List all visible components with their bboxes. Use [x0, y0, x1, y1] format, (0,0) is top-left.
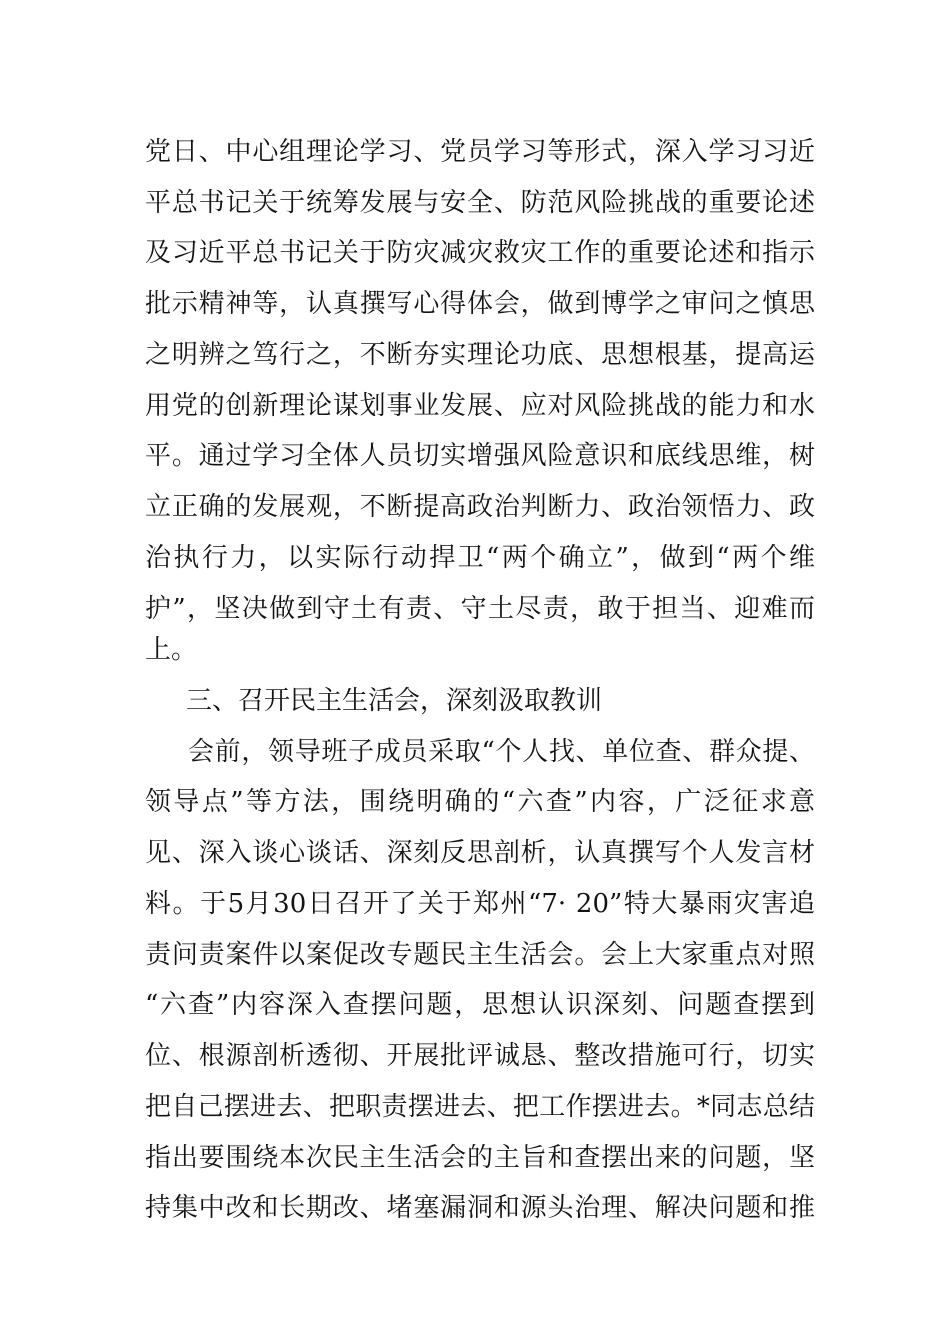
section-heading-3: 三、召开民主生活会，深刻汲取教训 [186, 686, 603, 716]
paragraph-1-line-5: 之明辨之笃行之，不断夯实理论功底、思想根基，提高运 [145, 340, 815, 370]
paragraph-1-line-1: 党日、中心组理论学习、党员学习等形式，深入学习习近 [145, 137, 815, 167]
paragraph-2-line-8: 把自己摆进去、把职责摆进去、把工作摆进去。*同志总结 [145, 1092, 815, 1122]
paragraph-1-line-10: 护”，坚决做到守土有责、守土尽责，敢于担当、迎难而 [145, 594, 815, 624]
paragraph-2-line-5: 责问责案件以案促改专题民主生活会。会上大家重点对照 [145, 940, 815, 970]
paragraph-2-line-3: 见、深入谈心谈话、深刻反思剖析，认真撰写个人发言材 [145, 838, 815, 868]
paragraph-1-line-2: 平总书记关于统筹发展与安全、防范风险挑战的重要论述 [145, 188, 815, 218]
paragraph-2-line-2: 领导点”等方法，围绕明确的“六查”内容，广泛征求意 [145, 787, 815, 817]
paragraph-1-line-6: 用党的创新理论谋划事业发展、应对风险挑战的能力和水 [145, 391, 815, 421]
paragraph-1-line-3: 及习近平总书记关于防灾减灾救灾工作的重要论述和指示 [145, 238, 815, 268]
paragraph-1-line-11: 上。 [145, 635, 198, 665]
paragraph-2-line-10: 持集中改和长期改、堵塞漏洞和源头治理、解决问题和推 [145, 1193, 815, 1223]
paragraph-2-line-9: 指出要围绕本次民主生活会的主旨和查摆出来的问题，坚 [145, 1143, 815, 1173]
paragraph-2-line-4: 料。于5月30日召开了关于郑州“7· 20”特大暴雨灾害追 [145, 889, 815, 919]
paragraph-1-line-4: 批示精神等，认真撰写心得体会，做到博学之审问之慎思 [145, 289, 815, 319]
paragraph-2-line-7: 位、根源剖析透彻、开展批评诚恳、整改措施可行，切实 [145, 1041, 815, 1071]
paragraph-1-line-7: 平。通过学习全体人员切实增强风险意识和底线思维，树 [145, 441, 815, 471]
paragraph-1-line-9: 治执行力，以实际行动捍卫“两个确立”，做到“两个维 [145, 543, 815, 573]
paragraph-2-line-1: 会前，领导班子成员采取“个人找、单位查、群众提、 [188, 737, 815, 767]
paragraph-1-line-8: 立正确的发展观，不断提高政治判断力、政治领悟力、政 [145, 492, 815, 522]
paragraph-2-line-6: “六查”内容深入查摆问题，思想认识深刻、问题查摆到 [145, 990, 815, 1020]
